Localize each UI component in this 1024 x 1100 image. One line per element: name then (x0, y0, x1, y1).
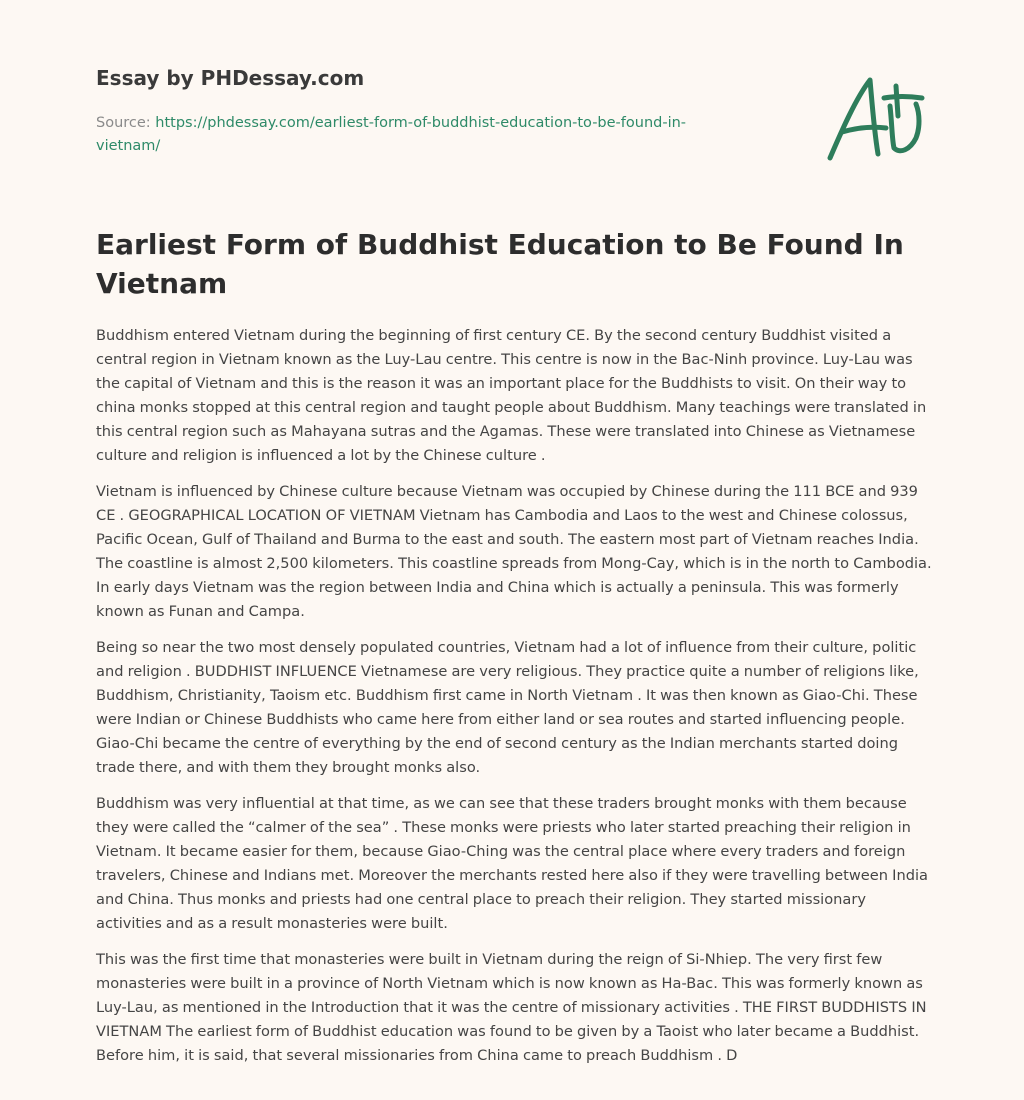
source-label: Source: (96, 115, 156, 131)
paragraph: Buddhism entered Vietnam during the beginning of first century CE. By the second century Buddhist visited a central region in Vietnam known as the Luy-Lau centre. This centre is now in the Bac-Ninh province. Luy-Lau was the capital of Vietnam and this is the reason it was an important place for the Buddhists to visit. On their way to china monks stopped at this central region and taught people about Buddhism. Many teachings were translated in this central region such as Mahayana sutras and the Agamas. These were translated into Chinese as Vietnamese culture and religion is influenced a lot by the Chinese culture . (96, 327, 927, 464)
paragraph: Buddhism was very influential at that time, as we can see that these traders brought monks with them because they were called the “calmer of the sea” . These monks were priests who later started preaching their religion in Vietnam. It became easier for them, because Giao-Ching was the central place where every traders and foreign travelers, Chinese and Indians met. Moreover the merchants rested here also if they were travelling between India and China. Thus monks and priests had one central place to preach their religion. They started missionary activities and as a result monasteries were built. (96, 795, 928, 932)
page-header (96, 64, 736, 158)
a-plus-grade-icon (820, 68, 930, 168)
source-link[interactable]: https://phdessay.com/earliest-form-of-buddhist-education-to-be-found-in-vietnam/ (96, 115, 687, 154)
site-title: Essay by PHDessay.com (96, 66, 365, 90)
paragraph: This was the first time that monasteries were built in Vietnam during the reign of Si-Nhiep. The very first few monasteries were built in a province of North Vietnam which is now known as Ha-Bac. This was formerly known as Luy-Lau, as mentioned in the Introduction that it was the centre of missionary activities . THE FIRST BUDDHISTS IN VIETNAM The earliest form of Buddhist education was found to be given by a Taoist who later became a Buddhist. Before him, it is said, that several missionaries from China came to preach Buddhism . D (96, 951, 927, 1064)
paragraph: Vietnam is influenced by Chinese culture because Vietnam was occupied by Chinese during the 111 BCE and 939 CE . GEOGRAPHICAL LOCATION OF VIETNAM Vietnam has Cambodia and Laos to the west and Chinese colossus, Pacific Ocean, Gulf of Thailand and Burma to the east and south. The eastern most part of Vietnam reaches India. The coastline is almost 2,500 kilometers. This coastline spreads from Mong-Cay, which is in the north to Cambodia. In early days Vietnam was the region between India and China which is actually a peninsula. This was formerly known as Funan and Campa. (96, 483, 932, 620)
article-body (96, 324, 932, 1080)
article-title: Earliest Form of Buddhist Education to Be Found In Vietnam (96, 228, 904, 300)
source-line (96, 112, 736, 158)
paragraph: Being so near the two most densely populated countries, Vietnam had a lot of influence from their culture, politic and religion . BUDDHIST INFLUENCE Vietnamese are very religious. They practice quite a number of religions like, Buddhism, Christianity, Taoism etc. Buddhism first came in North Vietnam . It was then known as Giao-Chi. These were Indian or Chinese Buddhists who came here from either land or sea routes and started influencing people. Giao-Chi became the centre of everything by the end of second century as the Indian merchants started doing trade there, and with them they brought monks also. (96, 639, 919, 776)
